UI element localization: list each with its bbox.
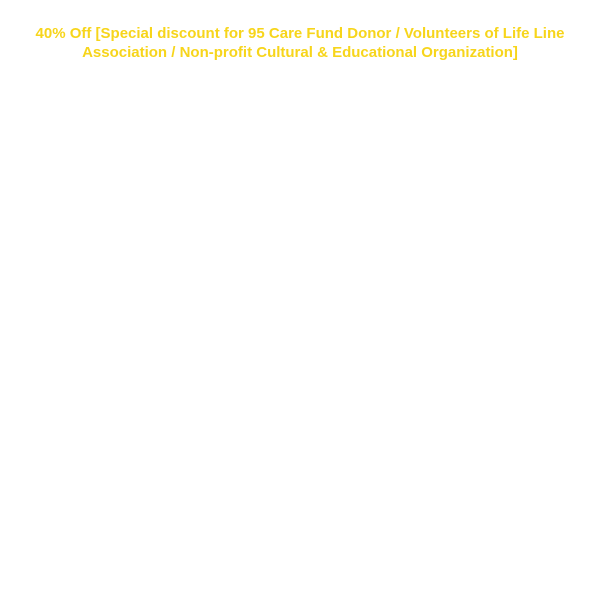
discount-notice-text: 40% Off [Special discount for 95 Care Fund Donor / Volunteers of Life Line Association / Non-profit Cultural & Educational Organization] bbox=[35, 25, 565, 61]
